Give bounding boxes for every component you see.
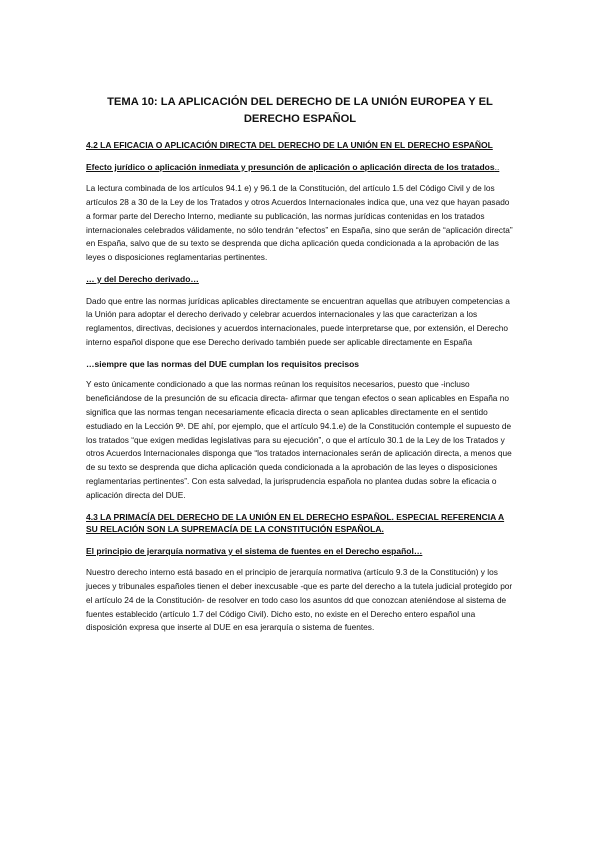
subheading-requirements: …siempre que las normas del DUE cumplan los requisitos precisos — [86, 358, 360, 369]
paragraph-combined-reading: La lectura combinada de los artículos 94.1 e) y 96.1 de la Constitución, del artículo 1.5 del Código Civil y de los artículos 28 a 30 de la Ley de los Tratados y otros Acuerdos Internacionales indica que, una vez que hayan pasado a formar parte del Derecho Interno, mediante su publicación, las normas jurídicas contenidas en los tratados internacionales celebrados válidamente, no sólo tendrán “efectos” en España, sino que serán de “aplicación directa” en España, salvo que de su texto se desprenda que dicha aplicación queda condicionada a la aprobación de las leyes o disposiciones reglamentarias pertinentes. — [86, 183, 513, 263]
section-heading-4-2: 4.2 LA EFICACIA O APLICACIÓN DIRECTA DEL DERECHO DE LA UNIÓN EN EL DERECHO ESPAÑOL — [86, 140, 493, 150]
section-heading-4-3: 4.3 LA PRIMACÍA DEL DERECHO DE LA UNIÓN EN EL DERECHO ESPAÑOL. ESPECIAL REFERENCIA A SU RELACIÓN SON LA SUPREMACÍA DE LA CONSTITUCIÓN ESPAÑOLA. — [86, 511, 505, 535]
paragraph-hierarchy: Nuestro derecho interno está basado en el principio de jerarquía normativa (artículo 9.3 de la Constitución) y los jueces y tribunales españoles tienen el deber inexcusable -que es parte del derecho a la tutela judicial protegido por el artículo 24 de la Constitución- de resolver en todo caso los asuntos dd que conozcan ateniéndose al sistema de fuentes establecido (artículo 1.7 del Código Civil). Dicho esto, no existe en el Derecho entero español una disposición expresa que inserte al DUE en esa jerarquía o sistema de fuentes. — [86, 567, 513, 633]
paragraph-derived-law: Dado que entre las normas jurídicas aplicables directamente se encuentran aquellas que atribuyen competencias a la Unión para adoptar el derecho derivado y celebrar acuerdos internacionales y las que caracterizan a los reglamentos, directivas, decisiones y acuerdos internacionales, puede interpretarse que, por extensión, el Derecho interno español dispone que ese Derecho derivado también puede ser aplicable directamente en España — [86, 295, 510, 347]
document-page — [86, 94, 514, 643]
subheading-direct-effect-text: Efecto jurídico o aplicación inmediata y presunción de aplicación o aplicación directa de los tratados — [86, 161, 495, 172]
document-title: TEMA 10: LA APLICACIÓN DEL DERECHO DE LA UNIÓN EUROPEA Y EL DERECHO ESPAÑOL — [107, 96, 493, 125]
paragraph-requirements: Y esto únicamente condicionado a que las normas reúnan los requisitos necesarios, puesto que -incluso beneficiándose de la presunción de su eficacia directa- afirmar que tengan efectos o sean aplicables en España no significa que las normas tengan necesariamente eficacia directa o sean aplicables directamente en el sentido estudiado en la Lección 9ª. DE ahí, por ejemplo, que el artículo 94.1.e) de la Constitución contemple el supuesto de los tratados “que exigen medidas legislativas para su ejecución”, o que el artículo 30.1 de la Ley de los Tratados y otros Acuerdos Internacionales disponga que “los tratados internacionales serán de aplicación directa, a menos que de su texto se desprenda que dicha aplicación queda condicionada a la aprobación de las leyes o disposiciones reglamentarias pertinentes”. Con esta salvedad, la jurisprudencia española no plantea dudas sobre la eficacia o aplicación directa del DUE. — [86, 379, 512, 500]
subheading-direct-effect — [86, 161, 514, 174]
subheading-direct-effect-tail: .. — [494, 161, 500, 172]
subheading-hierarchy: El principio de jerarquía normativa y el sistema de fuentes en el Derecho español… — [86, 545, 423, 556]
subheading-derived-law: … y del Derecho derivado… — [86, 273, 199, 284]
